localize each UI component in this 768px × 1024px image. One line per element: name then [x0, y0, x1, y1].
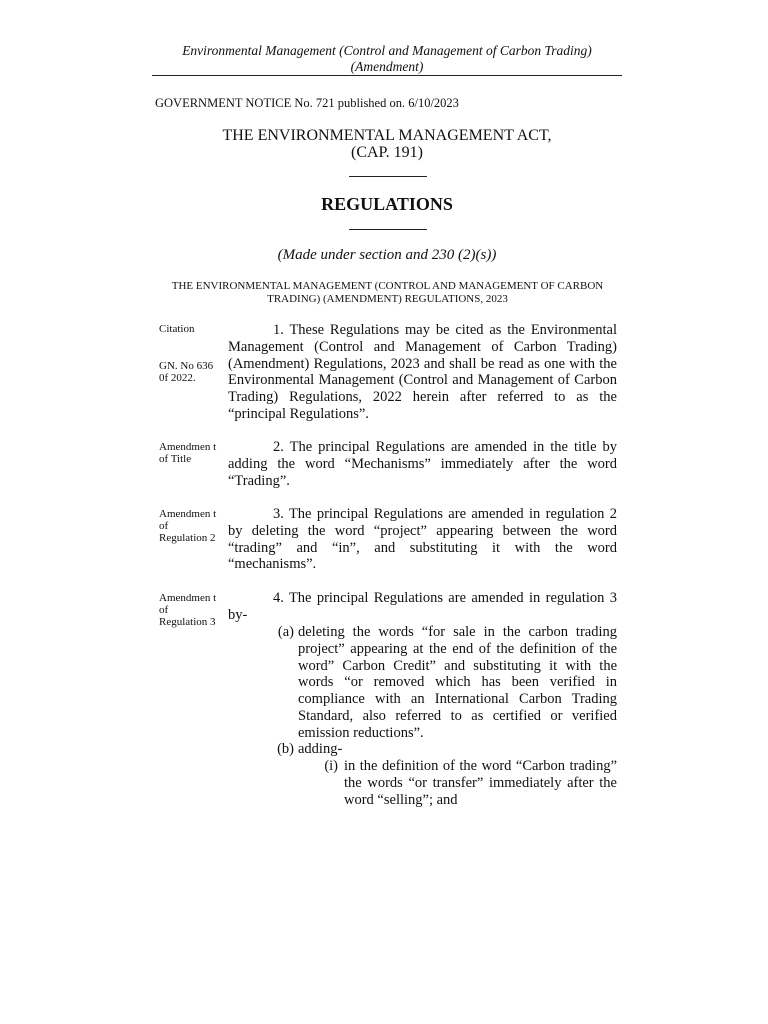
- section-2: 2. The principal Regulations are amended in the title by adding the word “Mechanisms” immediately after the word “Trading”.: [228, 439, 617, 489]
- item-b-label: (b): [277, 741, 294, 757]
- section-3: 3. The principal Regulations are amended in regulation 2 by deleting the word “project” appearing between the word “trading” and “in”, and substituting it with the word “mechanisms”.: [228, 506, 617, 573]
- act-divider: [349, 176, 427, 177]
- act-title-line1: THE ENVIRONMENTAL MANAGEMENT ACT,: [222, 127, 552, 144]
- margin-note-reg2: Amendmen t of Regulation 2: [159, 508, 217, 544]
- act-title: [152, 127, 622, 161]
- item-b-text: adding-: [298, 741, 343, 757]
- section-1: 1. These Regulations may be cited as the Environmental Management (Control and Management of Carbon Trading) (Amendment) Regulations, 2023 and shall be read as one with the Environmental Management (Control and Management of Carbon Trading) Regulations, 2022 herein after referred to as the “principal Regulations”.: [228, 322, 617, 422]
- government-notice: GOVERNMENT NOTICE No. 721 published on. 6/10/2023: [155, 96, 459, 110]
- act-title-line2: (CAP. 191): [350, 144, 423, 161]
- regulations-divider: [349, 229, 427, 230]
- item-i-label: (i): [324, 758, 338, 774]
- made-under-line: (Made under section and 230 (2)(s)): [277, 247, 497, 263]
- running-header: Environmental Management (Control and Management of Carbon Trading) (Amendment): [182, 43, 592, 74]
- section-4: 4. The principal Regulations are amended in regulation 3 by-: [228, 590, 617, 623]
- margin-note-title: Amendmen t of Title: [159, 441, 217, 465]
- item-a-label: (a): [277, 624, 294, 640]
- margin-note-citation: Citation: [159, 323, 195, 335]
- item-a-text: deleting the words “for sale in the carbon trading project” appearing at the end of the definition of the word” Carbon Credit” and substituting it with the words “or removed which has been verified in compliance with an International Carbon Trading Standard, also referred to as certified or verified emission reductions”.: [298, 624, 617, 741]
- item-i-text: in the definition of the word “Carbon trading” the words “or transfer” immediately after the word “selling”; and: [344, 758, 617, 808]
- margin-note-reg3: Amendmen t of Regulation 3: [159, 592, 217, 628]
- header-divider: [152, 75, 622, 76]
- regulations-heading: REGULATIONS: [321, 194, 453, 214]
- margin-note-gn: GN. No 636 0f 2022.: [159, 360, 214, 384]
- regulations-subtitle: THE ENVIRONMENTAL MANAGEMENT (CONTROL AND MANAGEMENT OF CARBON TRADING) (AMENDMENT) REGULATIONS, 2023: [171, 280, 604, 305]
